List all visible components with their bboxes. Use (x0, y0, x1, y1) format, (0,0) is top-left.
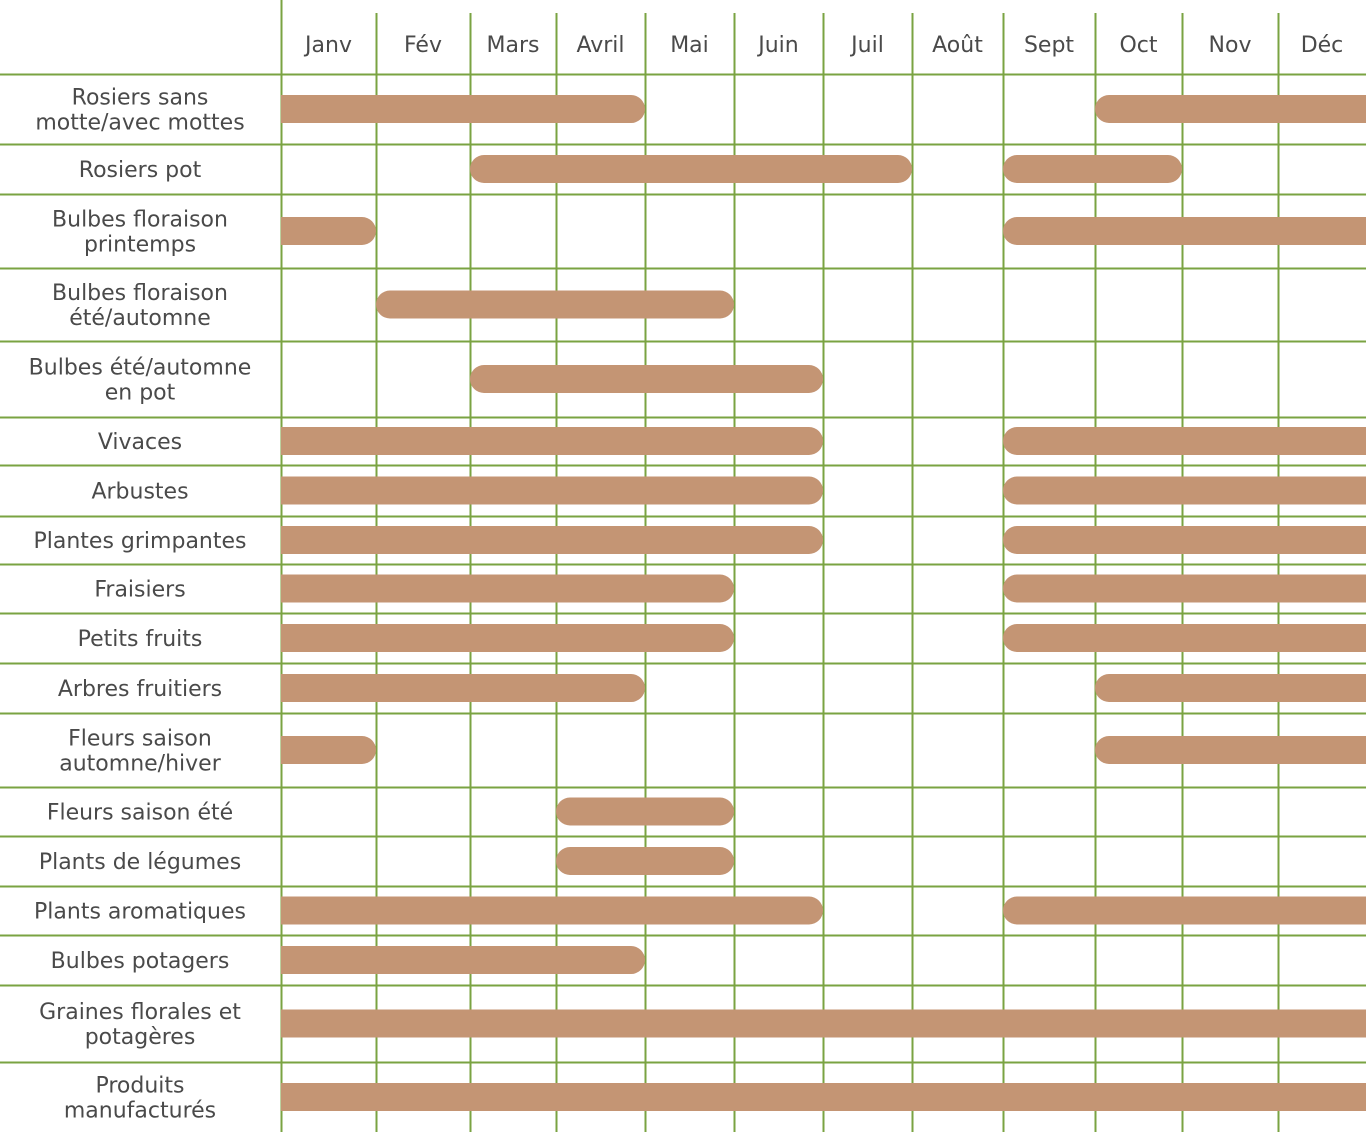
period-bar (1095, 95, 1366, 123)
period-bar (281, 897, 823, 925)
period-bar (1003, 575, 1366, 603)
period-bar (1003, 155, 1182, 183)
row-label-line: Bulbes été/automne (28, 355, 252, 381)
month-label: Sept (1023, 33, 1075, 58)
period-bar (556, 847, 734, 875)
row-label-line: Plants de légumes (38, 850, 242, 875)
row-label (58, 677, 222, 702)
row-label-line: Plants aromatiques (34, 899, 246, 925)
row-label (64, 1074, 216, 1124)
period-bar (281, 477, 823, 505)
row-label (52, 281, 228, 331)
period-bar (1003, 477, 1366, 505)
month-label: Avril (576, 33, 625, 58)
month-label: Juin (758, 33, 799, 58)
row-label (98, 430, 182, 455)
row-label-line: motte/avec mottes (35, 110, 245, 136)
row-label-line: manufacturés (63, 1098, 217, 1124)
period-bar (281, 427, 823, 455)
row-label-line: Fraisiers (94, 577, 186, 603)
row-label-line: potagères (84, 1025, 196, 1050)
row-label (35, 86, 244, 136)
row-label (47, 801, 233, 826)
row-label-line: en pot (104, 380, 176, 406)
row-label-line: Bulbes floraison (52, 281, 228, 306)
row-label-line: Bulbes floraison (52, 207, 228, 233)
period-bar (281, 575, 734, 603)
month-label: Janv (305, 33, 352, 58)
row-label (34, 900, 246, 925)
row-label-line: Produits (95, 1073, 185, 1099)
period-bar (556, 798, 734, 826)
period-bar (281, 217, 376, 245)
row-label-line: Arbres fruitiers (57, 677, 223, 702)
period-bar (1003, 427, 1366, 455)
row-label-line: Fleurs saison (68, 726, 212, 752)
row-label-line: Fleurs saison été (46, 800, 234, 826)
row-label-line: Rosiers pot (78, 158, 202, 183)
row-label (51, 949, 230, 974)
month-label: Oct (1119, 33, 1158, 58)
month-label: Juil (851, 33, 884, 58)
row-label (94, 578, 185, 603)
row-label (91, 480, 188, 505)
month-label: Mars (486, 33, 540, 58)
period-bar (1003, 624, 1366, 652)
period-bar (1003, 897, 1366, 925)
period-bar (1003, 217, 1366, 245)
row-label (52, 208, 228, 258)
period-bar (1095, 736, 1366, 764)
row-label (59, 727, 221, 777)
month-label: Mai (670, 33, 709, 58)
period-bar (281, 1010, 1366, 1038)
period-bar (281, 95, 645, 123)
period-bar (281, 946, 645, 974)
row-label (34, 529, 247, 554)
period-bar (1095, 674, 1366, 702)
period-bar (281, 526, 823, 554)
period-bar (376, 291, 734, 319)
row-label (39, 1000, 241, 1050)
row-label (29, 356, 252, 406)
row-label (79, 158, 202, 183)
period-bar (281, 736, 376, 764)
row-labels (29, 86, 252, 1124)
month-label: Déc (1300, 33, 1344, 58)
month-label: Nov (1208, 33, 1252, 58)
period-bar (281, 1083, 1366, 1111)
period-bar (470, 155, 912, 183)
row-label-line: Arbustes (91, 479, 189, 505)
row-label (78, 627, 203, 652)
row-label-line: printemps (83, 232, 197, 258)
period-bar (1003, 526, 1366, 554)
row-label-line: Vivaces (97, 430, 183, 455)
row-label-line: automne/hiver (59, 751, 221, 777)
month-label: Fév (403, 33, 443, 58)
row-label-line: été/automne (69, 306, 211, 331)
row-label (39, 850, 241, 875)
period-bar (281, 624, 734, 652)
period-bar (470, 365, 823, 393)
period-bar (281, 674, 645, 702)
row-label-line: Plantes grimpantes (33, 529, 247, 554)
row-label-line: Bulbes potagers (50, 949, 230, 974)
month-label: Août (932, 33, 983, 58)
row-label-line: Graines florales et (39, 1000, 241, 1025)
row-label-line: Petits fruits (77, 627, 203, 652)
row-label-line: Rosiers sans (71, 85, 209, 111)
